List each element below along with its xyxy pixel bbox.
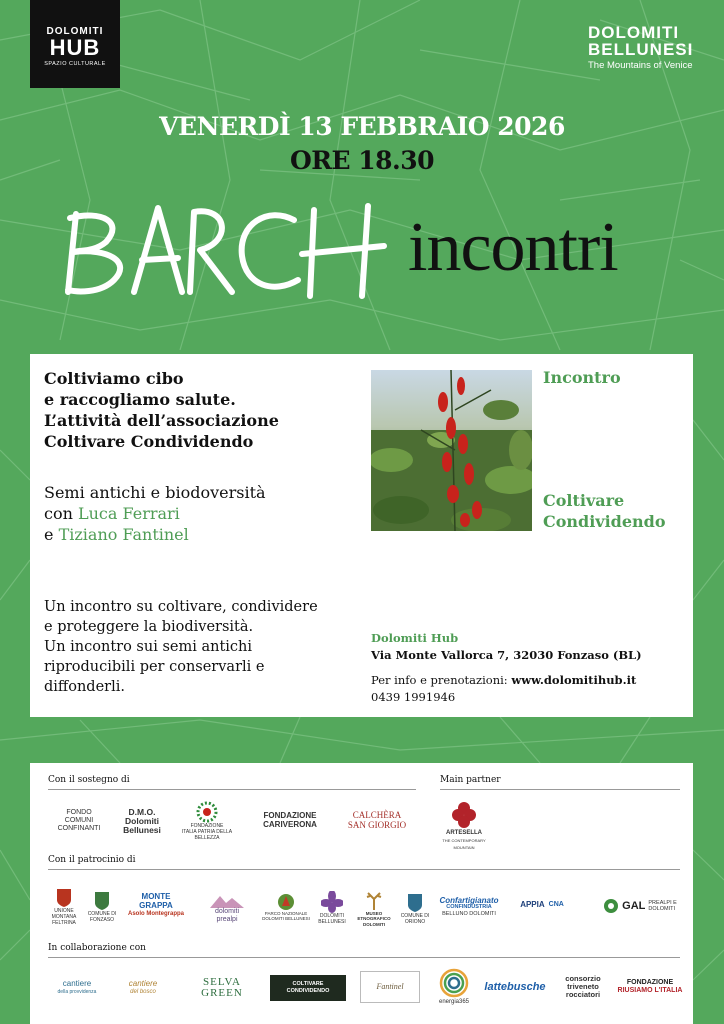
hub-logo-line1: DOLOMITI (46, 26, 104, 37)
logo-text: CNA (548, 901, 564, 908)
logo-consorzio-triveneto-rocciatori (552, 969, 614, 1005)
logo-text: BELLUNESI (318, 919, 346, 925)
logo-gal-prealpi-dolomiti (598, 891, 682, 921)
subtitle-line: Semi antichi e biodoversità (44, 483, 266, 502)
gal-subtitle (648, 900, 676, 912)
logo-text: COMUNI (64, 817, 94, 824)
logo-text: UNIONE (54, 908, 74, 914)
flower-icon (321, 891, 343, 913)
event-date: VENERDÌ 13 FEBBRAIO 2026 (159, 112, 565, 141)
logo-coltivare-condividendo (270, 975, 346, 1001)
logo-text: energia365 (438, 999, 470, 1005)
series-title: incontri (408, 209, 618, 286)
logo-text: SELVA (202, 976, 242, 988)
db-logo-tagline: The Mountains of Venice (588, 60, 693, 71)
description-line: Un incontro su coltivare, condividere (44, 599, 318, 615)
logo-text: consorzio (565, 974, 601, 983)
logo-appia-cna (510, 893, 574, 917)
logo-selva-green (184, 973, 260, 1003)
event-title-line: e raccogliamo salute. (44, 390, 236, 409)
speakers-line (44, 524, 364, 545)
dolomiti-hub-logo (30, 0, 120, 88)
logo-text: COMUNE DI (400, 913, 430, 919)
event-type-tag: Incontro (543, 368, 621, 387)
logo-text: PARCO NAZIONALE (264, 910, 308, 916)
park-leaf-icon (277, 893, 295, 911)
italia-star-icon (196, 801, 218, 823)
dolomiti-bellunesi-logo (588, 24, 698, 71)
logo-text: GREEN (201, 987, 243, 999)
venue-info (371, 630, 681, 706)
logo-text: ETNOGRAFICO (357, 916, 391, 922)
logo-text: GAL (622, 900, 646, 912)
logo-fantinel (360, 971, 420, 1003)
logo-calchera-san-giorgio (336, 805, 418, 835)
logo-text: del bosco (130, 989, 156, 995)
sponsors-panel (30, 763, 693, 1024)
logo-text: COLTIVARE (292, 981, 324, 987)
bean-plant-photo (371, 370, 532, 531)
logo-comune-di-oriono (396, 883, 434, 935)
logo-text: cantiere (62, 979, 92, 988)
association-tag-line: Condividendo (543, 512, 666, 531)
logo-text: CARIVERONA (263, 820, 317, 829)
info-label: Per info e prenotazioni: (371, 673, 512, 687)
logo-text: THE CONTEMPORARY MOUNTAIN (442, 837, 486, 850)
info-phone[interactable]: 0439 1991946 (371, 690, 456, 704)
sostegno-heading: Con il sostegno di (48, 775, 130, 785)
logo-cantiere-della-provvidenza (46, 973, 108, 1003)
barch-brand-logo (62, 200, 392, 310)
logo-text: ITALIA PATRIA DELLA BELLEZZA (181, 829, 233, 841)
divider (440, 789, 680, 790)
artesella-flower-icon (451, 800, 477, 830)
logo-text: FONDO (66, 809, 92, 816)
logo-monte-grappa (126, 879, 186, 931)
logo-text: DOLOMITI BELLUNESI (262, 916, 310, 921)
logo-text: APPIA (520, 900, 545, 909)
logo-text: MONTANA (51, 914, 77, 920)
coat-of-arms-icon (94, 891, 110, 911)
description-line: e proteggere la biodiversità. (44, 619, 254, 635)
logo-text: Bellunesi (123, 824, 161, 835)
divider (48, 957, 680, 958)
logo-fondazione-riusiamo-litalia (616, 971, 684, 1003)
logo-text: lattebusche (484, 981, 546, 993)
logo-text: CONFINANTI (57, 825, 101, 832)
subtitle-con: con (44, 504, 78, 523)
logo-text: RIUSIAMO L'ITALIA (617, 987, 683, 994)
logo-text: ORIONO (404, 919, 426, 925)
logo-text: BELLUNO DOLOMITI (442, 910, 496, 917)
venue-name: Dolomiti Hub (371, 631, 459, 645)
event-title-line: L’attività dell’associazione (44, 411, 279, 430)
event-title (44, 368, 344, 452)
main-partner-heading: Main partner (440, 775, 501, 785)
logo-fondazione-italia-patria-della-bellezza (172, 799, 242, 843)
info-line (371, 672, 681, 689)
patrocinio-heading: Con il patrocinio di (48, 855, 136, 865)
collaborazione-heading: In collaborazione con (48, 943, 146, 953)
logo-text: prealpi (216, 916, 238, 923)
logo-artesella (434, 797, 494, 853)
logo-energia365 (432, 965, 476, 1009)
logo-text: CONFINDUSTRIA (446, 903, 492, 910)
logo-text: PREALPI E (648, 900, 677, 906)
info-website-link[interactable]: www.dolomitihub.it (511, 673, 637, 687)
divider (48, 869, 680, 870)
db-logo-line2: BELLUNESI (588, 40, 694, 59)
logo-text: ARTESELLA (446, 829, 482, 836)
antlers-icon (364, 891, 384, 911)
logo-text: FONDAZIONE (190, 823, 224, 829)
event-description (44, 597, 364, 697)
hub-logo-line3: SPAZIO CULTURALE (44, 61, 106, 67)
logo-text: Fantinel (376, 982, 404, 991)
event-time: ORE 18.30 (289, 146, 435, 175)
mountains-icon (210, 894, 244, 908)
description-line: diffonderli. (44, 679, 125, 695)
logo-fondo-comuni-confinanti (48, 801, 110, 841)
logo-fondazione-cariverona (250, 807, 330, 833)
divider (48, 789, 416, 790)
gal-circle-icon (603, 898, 619, 914)
speakers-line (44, 503, 364, 524)
energia-rings-icon (439, 968, 469, 998)
logo-text: Confartigianato (439, 895, 499, 905)
logo-dmo-dolomiti-bellunesi (116, 801, 168, 841)
logo-text: DOLOMITI (648, 906, 675, 912)
logo-text: FONDAZIONE (626, 979, 674, 986)
coat-of-arms-icon (407, 893, 423, 913)
description-line: riproducibili per conservarli e (44, 659, 265, 675)
event-subtitle (44, 482, 364, 545)
logo-parco-nazionale (258, 885, 314, 929)
logo-text: DOLOMITI (319, 913, 345, 919)
logo-unione-montana-feltrina (46, 879, 82, 935)
speaker-tiziano-fantinel: Tiziano Fantinel (58, 525, 189, 544)
coat-of-arms-icon (56, 888, 72, 908)
logo-text: GRAPPA (139, 900, 173, 910)
logo-text: MUSEO (365, 910, 383, 916)
venue-address: Via Monte Vallorca 7, 32030 Fonzaso (BL) (371, 648, 642, 662)
association-tag (543, 490, 683, 532)
logo-text: triveneto rocciatori (565, 982, 601, 999)
event-info-panel (30, 354, 693, 717)
logo-text: FONDAZIONE (263, 811, 317, 820)
logo-text: COMUNE DI (87, 911, 117, 917)
logo-text: SAN GIORGIO (347, 820, 407, 830)
logo-dolomiti-prealpi (196, 891, 258, 927)
logo-text: dolomiti (214, 908, 240, 915)
logo-text: della provvidenza (57, 989, 97, 995)
logo-text: CALCHÈRA (352, 810, 402, 820)
hub-logo-line2: HUB (49, 35, 101, 60)
association-tag-line: Coltivare (543, 491, 625, 510)
logo-text: D.M.O. (128, 806, 156, 817)
logo-text: Asolo Montegrappa (127, 910, 184, 917)
logo-text: DOLOMITI (363, 921, 385, 927)
logo-comune-di-fonzaso (84, 879, 120, 935)
logo-text: MONTE (141, 891, 171, 901)
description-line: Un incontro sui semi antichi (44, 639, 253, 655)
speaker-luca-ferrari: Luca Ferrari (77, 504, 180, 523)
logo-confartigianato-confindustria (434, 881, 504, 933)
logo-text: FONZASO (89, 917, 115, 923)
subtitle-e: e (44, 525, 59, 544)
logo-text: CONDIVIDENDO (286, 988, 330, 994)
logo-cantiere-del-bosco (112, 973, 174, 1003)
logo-lattebusche (482, 973, 548, 1001)
logo-dolomiti-bellunesi-flower (314, 885, 350, 931)
event-title-line: Coltivare Condividendo (44, 432, 254, 451)
logo-text: cantiere (128, 979, 158, 988)
logo-text: Dolomiti (125, 815, 159, 826)
event-title-line: Coltiviamo cibo (44, 369, 184, 388)
db-logo-line1: DOLOMITI (588, 23, 680, 42)
logo-text: FELTRINA (52, 920, 76, 926)
logo-museo-etnografico (352, 883, 396, 935)
